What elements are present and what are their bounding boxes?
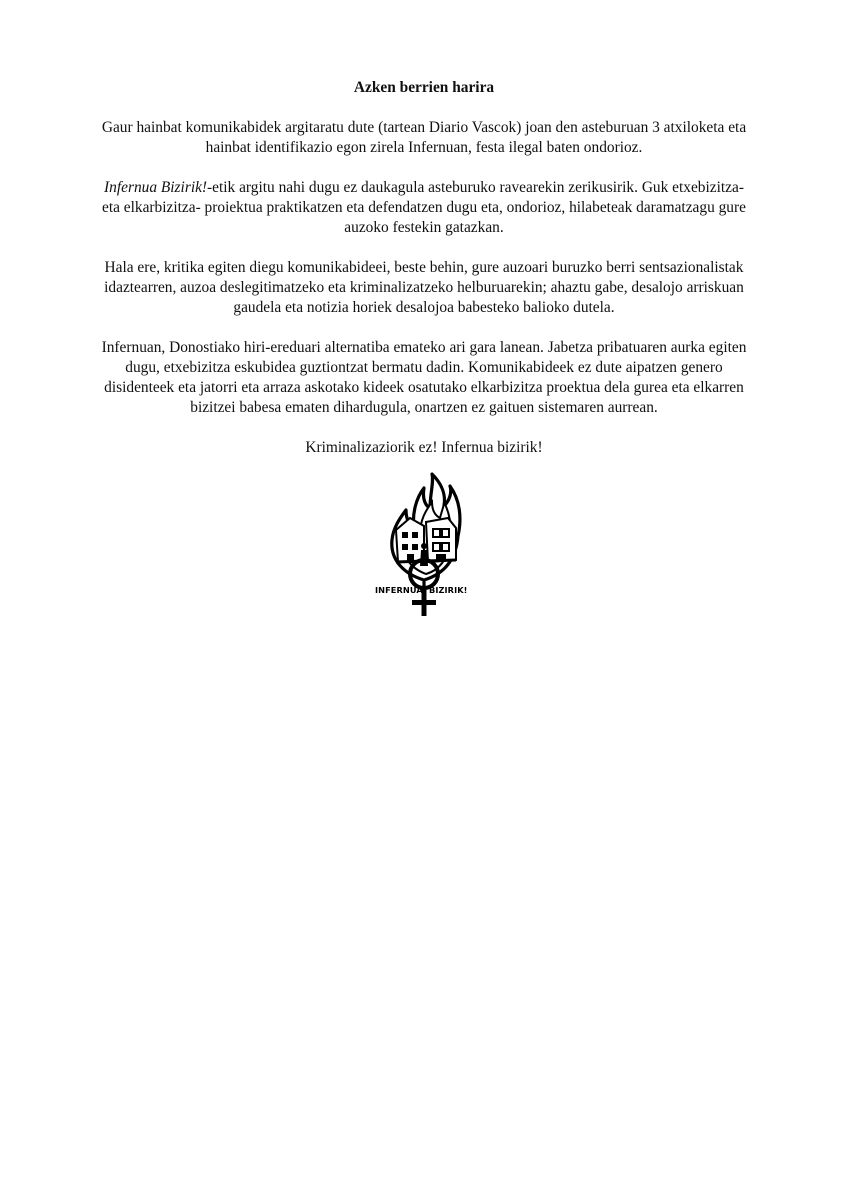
document-title: Azken berrien harira — [353, 79, 495, 96]
paragraph-2-emphasis: Infernua Bizirik! — [104, 179, 208, 196]
paragraph-3: Hala ere, kritika egiten diegu komunikabideei, beste behin, gure auzoari buruzko berri sentsazionalistak idaztearren, auzoa deslegitimatzeko eta kriminalizatzeko helburuarekin; ahaztu gabe, desalojo arriskuan gaudela eta notizia horiek desalojoa babesteko balioko dutela. — [104, 259, 744, 316]
document-body — [98, 78, 750, 478]
logo-right-text: BIZIRIK! — [429, 585, 468, 595]
logo-left-text: INFERNUA — [375, 585, 423, 595]
paragraph-2 — [98, 178, 750, 238]
paragraph-1: Gaur hainbat komunikabidek argitaratu dute (tartean Diario Vascok) joan den asteburuan 3 atxiloketa eta hainbat identifikazio egon zirela Infernuan, festa ilegal baten ondorioz. — [101, 119, 747, 156]
closing-slogan: Kriminalizaziorik ez! Infernua bizirik! — [305, 439, 543, 456]
flame-venus-logo-icon — [362, 470, 486, 620]
paragraph-2-text: -etik argitu nahi dugu ez daukagula asteburuko ravearekin zerikusirik. Guk etxebizitza- eta elkarbizitza- proiektua praktikatzen eta defendatzen dugu eta, ondorioz, hilabeteak daramatzagu gure auzoko festekin gatazkan. — [102, 179, 746, 236]
infernua-bizirik-logo — [362, 470, 486, 620]
paragraph-4: Infernuan, Donostiako hiri-ereduari alternatiba emateko ari gara lanean. Jabetza pribatuaren aurka egiten dugu, etxebizitza eskubidea guztiontzat bermatu dadin. Komunikabideek ez dute aipatzen genero disidenteek eta jatorri eta arraza askotako kideek osatutako elkarbizitza proektua dela gurea eta elkarren bizitzei babesa ematen dihardugula, onartzen ez gaituen sistemaren aurrean. — [101, 339, 747, 416]
